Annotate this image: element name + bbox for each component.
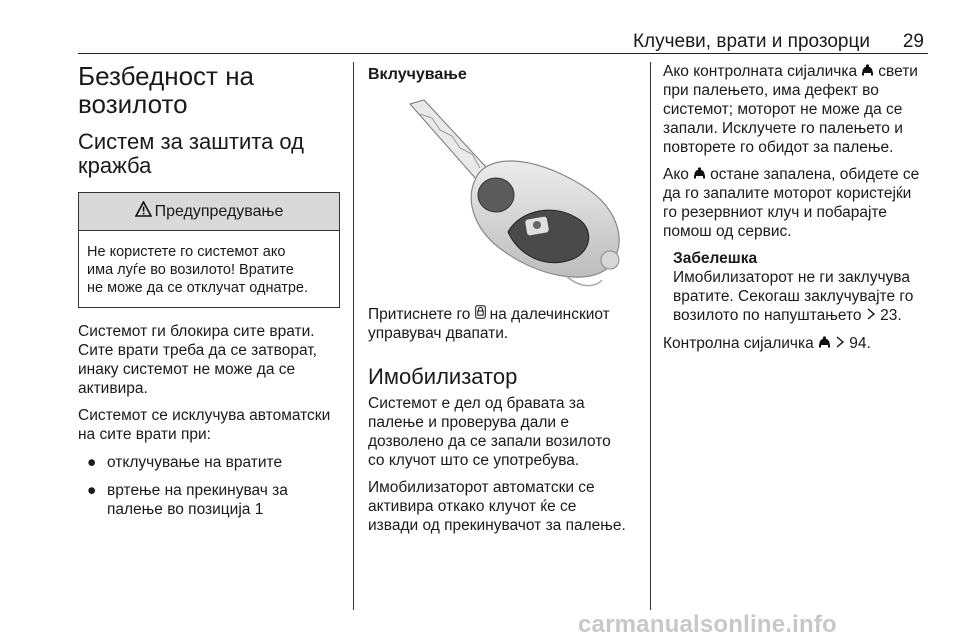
column-2 bbox=[368, 62, 638, 535]
note-title: Забелешка bbox=[673, 250, 758, 267]
list-item bbox=[78, 481, 340, 519]
text-line: го резервниот клуч и побарајте bbox=[663, 204, 887, 221]
warning-box bbox=[78, 192, 340, 308]
page-reference-link[interactable]: 94. bbox=[849, 335, 871, 352]
text-line bbox=[663, 62, 933, 81]
text-fragment: Притиснете го bbox=[368, 306, 471, 323]
running-header bbox=[78, 32, 928, 52]
padlock-svg bbox=[475, 305, 486, 319]
text-line: извади од прекинувачот за палење. bbox=[368, 517, 626, 534]
warning-text bbox=[79, 231, 339, 307]
text-line: системот; моторот не може да се bbox=[663, 101, 903, 118]
text-line: палење и проверува дали е bbox=[368, 414, 569, 431]
warning-header bbox=[79, 193, 339, 231]
text-line: управувач двапати. bbox=[368, 325, 509, 342]
text-line: инаку системот не може да се bbox=[78, 361, 296, 378]
text-line: палење во позиција 1 bbox=[107, 501, 264, 518]
note-block bbox=[663, 249, 933, 325]
text-line: запали. Исклучете го палењето и bbox=[663, 120, 903, 137]
text-fragment: Ако контролната сијаличка bbox=[663, 63, 858, 80]
list-item bbox=[78, 453, 340, 472]
warning-line: не може да се отклучат однатре. bbox=[87, 280, 308, 296]
car-key-svg bbox=[818, 336, 831, 348]
bullet-icon: ● bbox=[87, 482, 97, 499]
text-line: Имобилизаторот автоматски се bbox=[368, 479, 595, 496]
cross-reference-arrow-icon bbox=[866, 307, 880, 324]
car-key-svg bbox=[693, 167, 706, 179]
car-key-svg bbox=[861, 64, 874, 76]
padlock-button-icon bbox=[475, 306, 490, 322]
car-key-warning-icon bbox=[861, 63, 878, 79]
text-line: повторете го обидот за палење. bbox=[663, 139, 894, 156]
page-number: 29 bbox=[902, 31, 924, 52]
paragraph bbox=[663, 62, 933, 157]
text-line: Системот ги блокира сите врати. bbox=[78, 323, 315, 340]
text-line: Системот е дел од бравата за bbox=[368, 395, 585, 412]
paragraph bbox=[368, 305, 638, 343]
text-line: вратите. Секогаш заклучувајте го bbox=[673, 288, 914, 305]
bullet-icon: ● bbox=[87, 454, 97, 471]
text-line: Системот се исклучува автоматски bbox=[78, 407, 331, 424]
column-divider-2 bbox=[650, 62, 651, 610]
header-divider bbox=[78, 53, 928, 54]
text-line: да го запалите моторот користејќи bbox=[663, 185, 912, 202]
ref-arrow-svg bbox=[835, 336, 845, 348]
chapter-title: Клучеви, врати и прозорци bbox=[632, 31, 870, 52]
text-line bbox=[368, 305, 638, 324]
paragraph bbox=[78, 322, 340, 398]
ref-arrow-svg bbox=[866, 308, 876, 320]
car-key-warning-icon bbox=[818, 335, 835, 351]
paragraph bbox=[78, 406, 340, 444]
subsection-heading-immobiliser: Имобилизатор bbox=[368, 364, 518, 389]
warning-triangle-icon bbox=[135, 201, 152, 222]
text-line: на сите врати при: bbox=[78, 426, 211, 443]
column-3 bbox=[663, 62, 933, 353]
text-fragment: возилото по напуштањето bbox=[673, 307, 862, 324]
heading-line: Безбедност на bbox=[78, 61, 255, 91]
text-line: активира откако клучот ќе се bbox=[368, 498, 577, 515]
watermark: carmanualsonline.info bbox=[578, 611, 837, 638]
warning-line: Не користете го системот ако bbox=[87, 244, 286, 260]
text-line: дозволено да се запали возилото bbox=[368, 433, 611, 450]
page-reference-link[interactable]: 23. bbox=[880, 307, 902, 324]
car-key-warning-icon bbox=[693, 166, 710, 182]
text-line: со клучот што се употребува. bbox=[368, 452, 580, 469]
section-heading bbox=[78, 62, 340, 118]
text-fragment: свети bbox=[878, 63, 918, 80]
column-1 bbox=[78, 62, 340, 519]
heading-line: Систем за заштита од bbox=[78, 129, 305, 154]
text-fragment: Контролна сијаличка bbox=[663, 335, 814, 352]
column-divider-1 bbox=[353, 62, 354, 610]
text-line bbox=[673, 306, 933, 325]
paragraph bbox=[663, 334, 933, 353]
warning-line: има луѓе во возилото! Вратите bbox=[87, 262, 294, 278]
text-fragment: Ако bbox=[663, 166, 689, 183]
subsection-heading bbox=[78, 130, 340, 178]
text-line: Имобилизаторот не ги заклучува bbox=[673, 269, 910, 286]
heading-line: возилото bbox=[78, 89, 188, 119]
text-fragment: остане запалена, обидете се bbox=[710, 166, 920, 183]
text-line: вртење на прекинувач за bbox=[107, 482, 288, 499]
paragraph bbox=[368, 478, 638, 535]
text-line: Сите врати треба да се затворат, bbox=[78, 342, 317, 359]
text-fragment: на далечинскиот bbox=[489, 306, 610, 323]
key-illustration bbox=[380, 92, 635, 297]
text-line bbox=[663, 165, 933, 184]
text-line: активира. bbox=[78, 380, 148, 397]
flip-key-remote-icon bbox=[380, 92, 635, 297]
warning-triangle-svg bbox=[135, 201, 152, 217]
heading-line: кражба bbox=[78, 153, 152, 178]
paragraph bbox=[663, 165, 933, 241]
paragraph bbox=[368, 394, 638, 470]
subheading-activation: Вклучување bbox=[368, 66, 467, 83]
text-line: отклучување на вратите bbox=[107, 454, 283, 471]
text-line: помош од сервис. bbox=[663, 223, 792, 240]
cross-reference-arrow-icon bbox=[835, 335, 849, 352]
warning-title: Предупредување bbox=[154, 202, 284, 220]
text-line: при палењето, има дефект во bbox=[663, 82, 879, 99]
